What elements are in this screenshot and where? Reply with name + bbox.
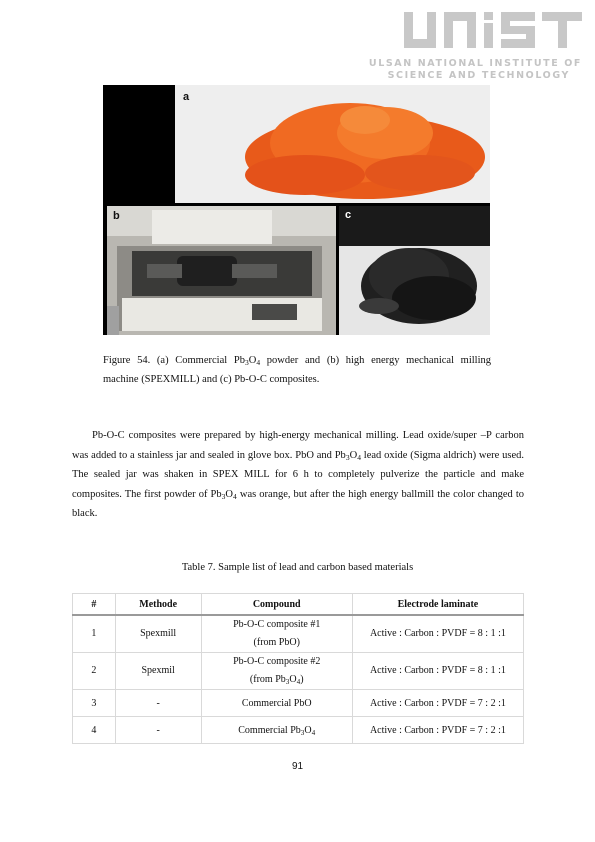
orange-powder-image (175, 85, 490, 203)
table-title: Table 7. Sample list of lead and carbon based materials (181, 562, 414, 573)
header-compound: Compound (201, 594, 352, 616)
figure-54 (103, 85, 490, 335)
header-num: # (73, 594, 116, 616)
cell-method: Spexmil (115, 653, 201, 690)
header-method: Methode (115, 594, 201, 616)
panel-b-label: b (113, 210, 120, 222)
table-row (73, 717, 524, 744)
figure-caption (103, 351, 491, 389)
cell-num: 3 (73, 690, 116, 717)
cell-num: 1 (73, 615, 116, 653)
sample-table (72, 593, 524, 744)
logo-tagline-2: SCIENCE AND TECHNOLOGY (387, 70, 570, 81)
cell-compound: Commercial PbO (201, 690, 352, 717)
unist-logo (368, 8, 590, 88)
panel-c-label: c (345, 209, 352, 221)
table-row (73, 690, 524, 717)
black-composite-image (339, 206, 490, 335)
cell-compound: Commercial $Pb_3O_4$ (201, 717, 352, 744)
caption-line-1: Figure 54. (a) Commercial $Pb_3O_4$ powder and (b) high energy mechanical milling (103, 355, 492, 367)
panel-c-black-composite (339, 206, 490, 335)
logo-tagline-1: ULSAN NATIONAL INSTITUTE OF (368, 58, 582, 69)
header-laminate: Electrode laminate (352, 594, 523, 616)
panel-a-orange-powder (175, 85, 490, 203)
cell-method: Spexmill (115, 615, 201, 653)
table-row (73, 615, 524, 653)
caption-line-2: machine (SPEXMILL) and (c) Pb-O-C composites. (103, 374, 320, 385)
panel-a-label: a (183, 91, 190, 103)
cell-num: 2 (73, 653, 116, 690)
cell-laminate: Active : Carbon : PVDF = 7 : 2 :1 (352, 717, 523, 744)
body-paragraph: Pb-O-C composites were prepared by high-energy mechanical milling. Lead oxide/super –P carbon was added to a stainless jar and sealed in glove box. PbO and $Pb_3O_4$ lead oxide (Sigma aldrich) were used. The sealed jar was shaken in SPEX MILL for 6 h to completely pulverize the particle and make composites. The first powder of $Pb_3O_4$ was orange, but after the high energy ballmill the color changed to black. (72, 430, 524, 519)
cell-laminate: Active : Carbon : PVDF = 7 : 2 :1 (352, 690, 523, 717)
table-header-row (73, 594, 524, 616)
panel-b-spexmill (107, 206, 336, 335)
table-row (73, 653, 524, 690)
cell-num: 4 (73, 717, 116, 744)
page-number: 91 (291, 761, 304, 772)
cell-compound: Pb-O-C composite #1 (from PbO) (201, 615, 352, 653)
unist-logo-wordmark (400, 8, 590, 56)
cell-method: - (115, 690, 201, 717)
cell-laminate: Active : Carbon : PVDF = 8 : 1 :1 (352, 615, 523, 653)
spexmill-machine-image (107, 206, 336, 335)
cell-compound: Pb-O-C composite #2 (from $Pb_3O_4$) (201, 653, 352, 690)
cell-method: - (115, 717, 201, 744)
cell-laminate: Active : Carbon : PVDF = 8 : 1 :1 (352, 653, 523, 690)
